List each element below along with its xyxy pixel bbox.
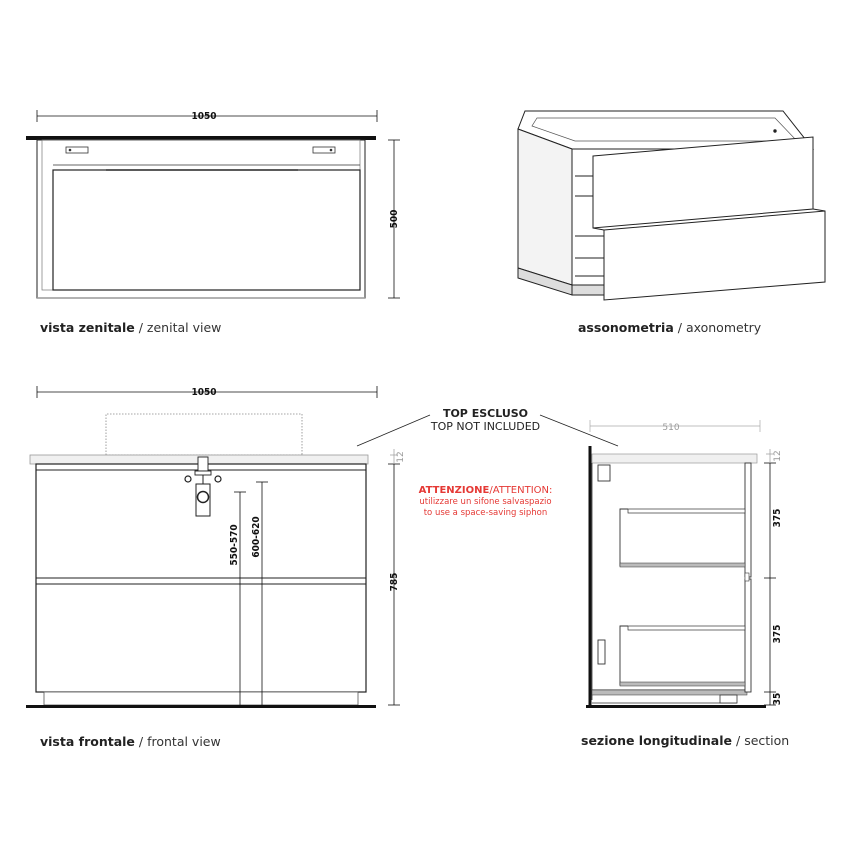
axonometry-caption-sep: / [673, 320, 686, 335]
section-plinth-label: 35 [772, 692, 783, 706]
section-caption [581, 733, 789, 748]
axonometry-view [518, 111, 825, 300]
axonometry-caption-bold: assonometria [578, 320, 674, 335]
zenital-caption [40, 320, 221, 335]
top-note-line1: TOP ESCLUSO [442, 407, 529, 420]
frontal-top-thickness-label: 12 [396, 451, 406, 463]
attention-line1: utilizzare un sifone salvaspazio [419, 497, 552, 507]
section-depth-label: 510 [662, 423, 680, 433]
siphon-range-1-label: 550-570 [229, 524, 240, 566]
axonometry-caption [578, 320, 761, 335]
frontal-caption [40, 734, 221, 749]
section-upper-drawer-label: 375 [772, 508, 783, 528]
attention-note [403, 485, 568, 519]
attention-title-it: ATTENZIONE [418, 485, 490, 496]
frontal-caption-bold: vista frontale [40, 734, 135, 749]
siphon-range-2-label: 600-620 [251, 516, 262, 558]
attention-title-sep: / [489, 485, 493, 496]
section-lower-drawer-label: 375 [772, 624, 783, 644]
frontal-caption-light: frontal view [147, 734, 221, 749]
zenital-caption-sep: / [134, 320, 147, 335]
zenital-view [26, 110, 400, 298]
zenital-width-label: 1050 [191, 111, 217, 122]
zenital-caption-light: zenital view [146, 320, 222, 335]
frontal-caption-sep: / [134, 734, 148, 749]
top-excluded-note [413, 407, 558, 433]
section-caption-light: section [744, 733, 790, 748]
section-caption-bold: sezione longitudinale [581, 733, 733, 748]
frontal-height-label: 785 [389, 572, 400, 592]
attention-title-en: ATTENTION: [492, 485, 553, 496]
axonometry-caption-light: axonometry [685, 320, 762, 335]
attention-line2: to use a space-saving siphon [423, 508, 548, 518]
section-view [586, 420, 783, 708]
section-top-thickness-label: 12 [773, 450, 783, 462]
frontal-view [26, 386, 406, 708]
top-note-line2: TOP NOT INCLUDED [430, 420, 541, 433]
zenital-depth-label: 500 [389, 209, 400, 229]
section-caption-sep: / [732, 733, 745, 748]
frontal-width-label: 1050 [191, 387, 217, 398]
zenital-caption-bold: vista zenitale [40, 320, 135, 335]
